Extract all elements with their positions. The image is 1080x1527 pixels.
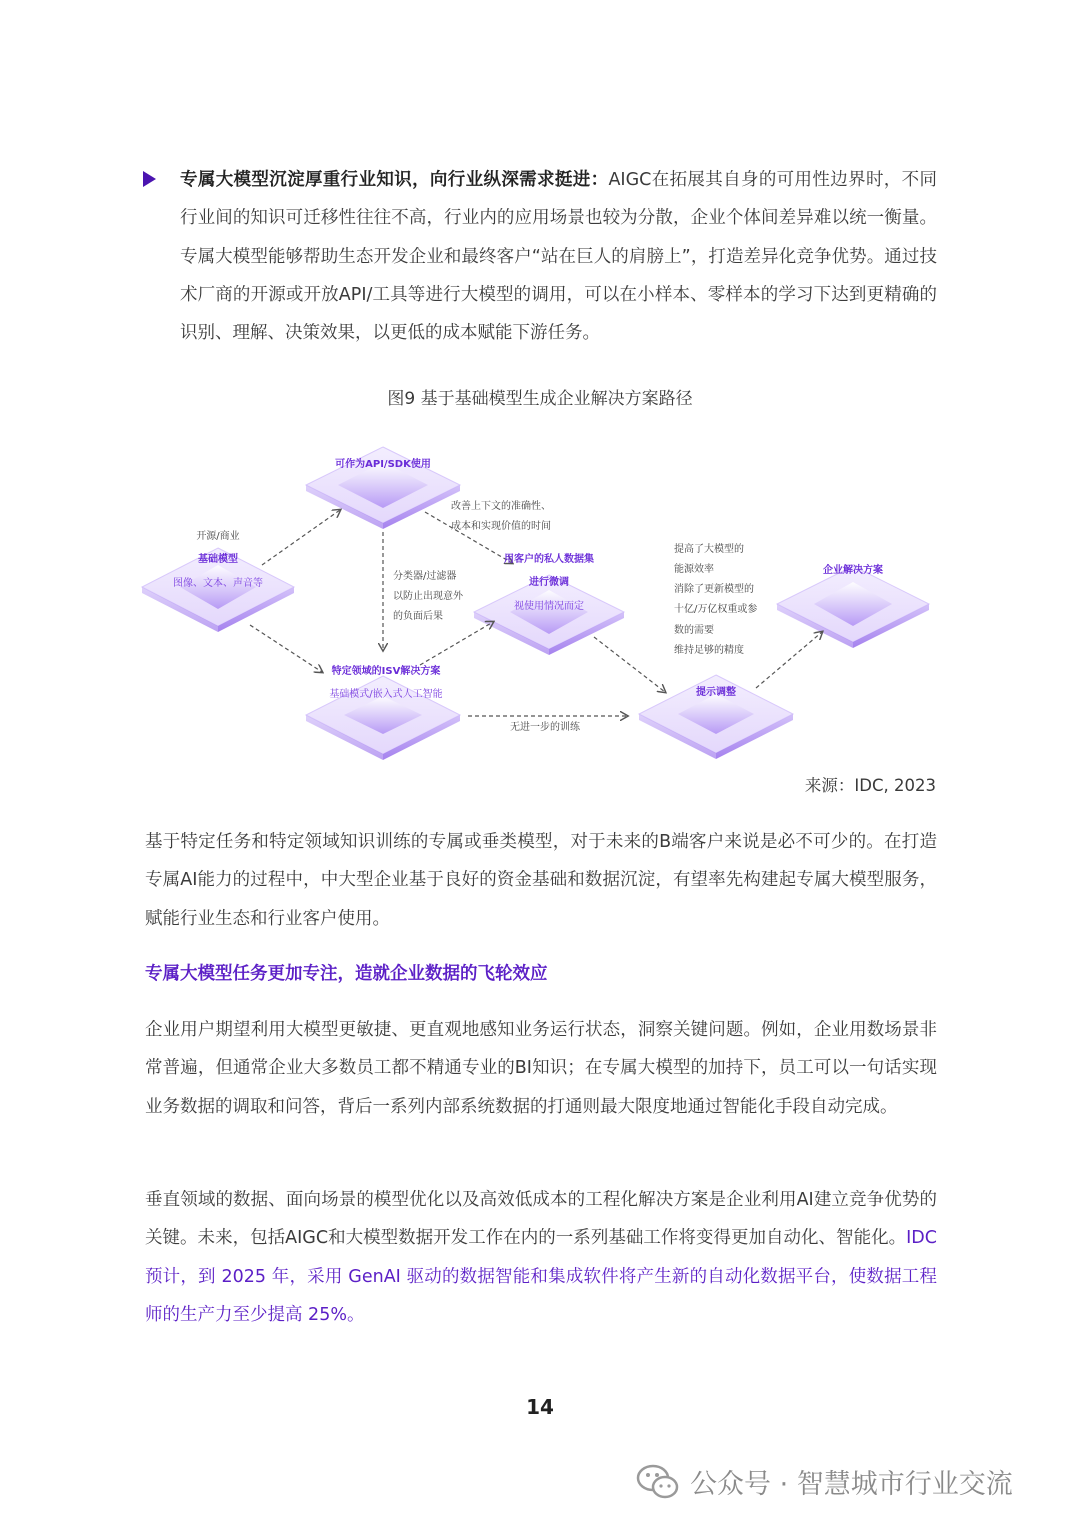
annotation-improve-2: 成本和实现价值的时间: [451, 521, 551, 532]
node-enterprise-title: 企业解决方案: [823, 565, 883, 576]
arrow-base-to-api: [262, 510, 340, 565]
bullet-arrow-icon: [143, 171, 156, 187]
annotation-improve-1: 改善上下文的准确性、: [451, 501, 551, 512]
arrow-base-to-isv: [250, 625, 322, 672]
paragraph-3-plain: 垂直领域的数据、面向场景的模型优化以及高效低成本的工程化解决方案是企业利用AI建立竞争优势的关键。未来，包括AIGC和大模型数据开发工作在内的一系列基础工作将变得更加自动化、智能化。: [145, 1190, 937, 1249]
node-private-title: 用客户的私人数据集: [504, 554, 594, 565]
arrow-prompt-to-enterprise: [756, 632, 822, 688]
annotation-classifier-1: 分类器/过滤器: [393, 571, 457, 582]
annotation-classifier-2: 以防止出现意外: [393, 591, 463, 602]
wechat-icon: [636, 1463, 680, 1501]
annotation-efficiency-4: 十亿/万亿权重或参: [674, 604, 758, 615]
node-private-sub: 视使用情况而定: [514, 601, 584, 612]
arrow-isv-to-private: [420, 622, 493, 665]
node-base-sub: 图像、文本、声音等: [173, 578, 263, 589]
watermark: [636, 1462, 1013, 1501]
node-api-title: 可作为API/SDK使用: [335, 459, 431, 470]
paragraph-3-highlight: IDC预计，到 2025 年，采用 GenAI 驱动的数据智能和集成软件将产生新的自动化数据平台，使数据工程师的生产力至少提高 25%。: [145, 1228, 937, 1325]
section-heading: 专属大模型任务更加专注，造就企业数据的飞轮效应: [145, 964, 548, 984]
node-isv-sub: 基础模式/嵌入式人工智能: [329, 689, 443, 700]
node-prompt-title: 提示调整: [696, 687, 736, 698]
figure-source: 来源：IDC, 2023: [804, 776, 936, 795]
annotation-efficiency-6: 维持足够的精度: [674, 645, 744, 656]
bullet-lead: 专属大模型沉淀厚重行业知识，向行业纵深需求挺进：: [180, 170, 609, 190]
annotation-efficiency-3: 消除了更新模型的: [674, 584, 754, 595]
node-private-title2: 进行微调: [529, 577, 569, 588]
annotation-no-training: 无进一步的训练: [510, 722, 580, 733]
annotation-classifier-3: 的负面后果: [393, 611, 443, 622]
annotation-efficiency-1: 提高了大模型的: [674, 544, 744, 555]
paragraph-2: 企业用户期望利用大模型更敏捷、更直观地感知业务运行状态，洞察关键问题。例如，企业用数场景非常普遍，但通常企业大多数员工都不精通专业的BI知识；在专属大模型的加持下，员工可以一句话实现业务数据的调取和问答，背后一系列内部系统数据的打通则最大限度地通过智能化手段自动完成。: [145, 1020, 937, 1117]
node-base-pre: 开源/商业: [196, 531, 240, 542]
annotation-efficiency-5: 数的需要: [674, 625, 714, 636]
page-number: 14: [526, 1395, 554, 1419]
node-enterprise-platform: [777, 566, 929, 648]
paragraph-1: 基于特定任务和特定领域知识训练的专属或垂类模型，对于未来的B端客户来说是必不可少的。在打造专属AI能力的过程中，中大型企业基于良好的资金基础和数据沉淀，有望率先构建起专属大模型服务，赋能行业生态和行业客户使用。: [145, 832, 937, 929]
watermark-text: 公众号 · 智慧城市行业交流: [690, 1469, 1013, 1500]
paragraph-3: [145, 1181, 937, 1334]
figure-title: 图9 基于基础模型生成企业解决方案路径: [387, 389, 693, 409]
bullet-body: AIGC在拓展其自身的可用性边界时，不同行业间的知识可迁移性往往不高，行业内的应用场景也较为分散，企业个体间差异难以统一衡量。专属大模型能够帮助生态开发企业和最终客户“站在巨人的肩膀上”，打造差异化竞争优势。通过技术厂商的开源或开放API/工具等进行大模型的调用，可以在小样本、零样本的学习下达到更精确的识别、理解、决策效果，以更低的成本赋能下游任务。: [180, 170, 937, 344]
annotation-efficiency-2: 能源效率: [674, 564, 714, 575]
node-isv-title: 特定领域的ISV解决方案: [331, 666, 441, 677]
node-base-title: 基础模型: [198, 554, 238, 565]
arrow-api-to-private: [425, 512, 512, 563]
solution-path-diagram: [0, 430, 1080, 770]
arrow-private-to-prompt: [594, 637, 665, 692]
bullet-paragraph: [180, 161, 937, 352]
